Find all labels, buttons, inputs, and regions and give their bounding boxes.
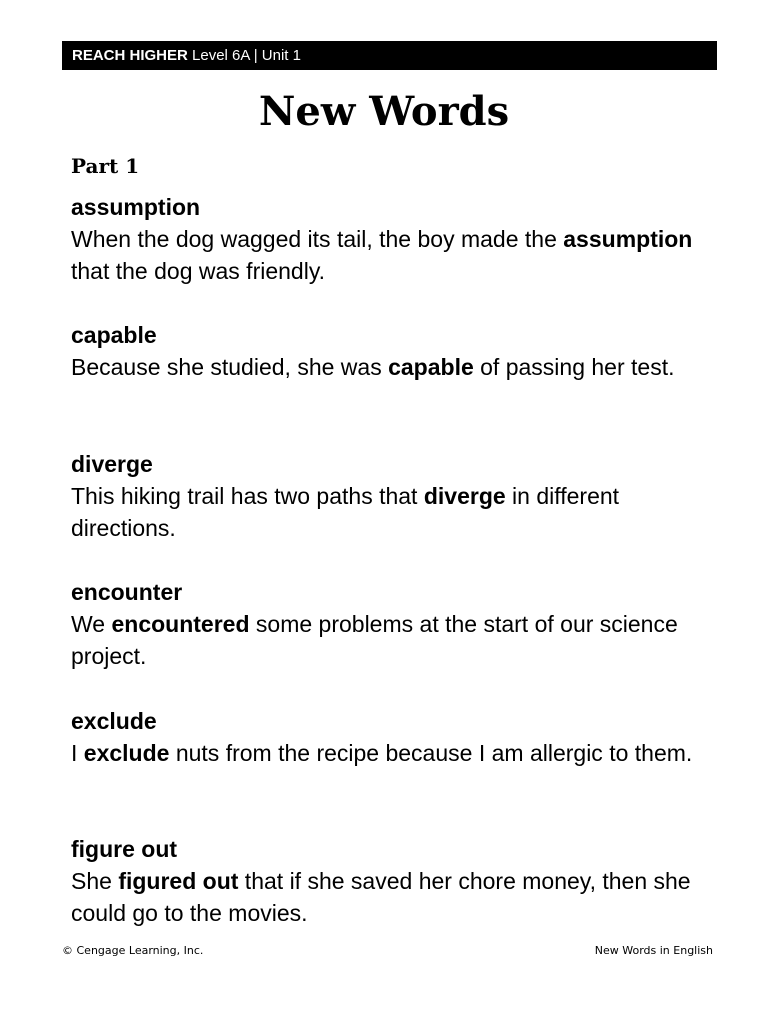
vocab-word: figure out (71, 835, 178, 862)
sentence-text: nuts from the recipe because I am allergic to them. (169, 739, 693, 766)
sentence-text: When the dog wagged its tail, the boy made the (71, 226, 564, 252)
sentence-text: of passing her test. (473, 354, 675, 381)
level-unit-label: Level 6A | Unit 1 (187, 47, 301, 64)
example-sentence (71, 737, 711, 769)
word-entry (71, 448, 711, 576)
highlighted-word: exclude (83, 739, 170, 766)
highlighted-word: diverge (423, 482, 506, 509)
header-bar (62, 41, 717, 70)
highlighted-word: capable (388, 354, 474, 381)
sentence-text: that if she saved her chore money, then she could go to the movies. (71, 867, 691, 926)
example-sentence (71, 480, 711, 544)
sentence-text: that the dog was friendly. (71, 258, 325, 284)
sentence-text: I (71, 739, 84, 766)
vocab-word: diverge (71, 450, 153, 477)
highlighted-word: assumption (563, 226, 693, 252)
sentence-text: This hiking trail has two paths that (71, 482, 424, 509)
sentence-text: some problems at the start of our science project. (71, 611, 678, 670)
example-sentence (71, 608, 711, 672)
example-sentence (71, 351, 711, 383)
sentence-text: She (71, 867, 119, 894)
highlighted-word: figured out (118, 867, 239, 894)
vocab-word: assumption (71, 194, 201, 220)
footer-copyright: © Cengage Learning, Inc. (62, 944, 204, 957)
word-entry (71, 705, 711, 833)
example-sentence (71, 865, 711, 929)
sentence-text: We (71, 611, 112, 638)
highlighted-word: encountered (111, 611, 250, 638)
example-sentence (71, 223, 711, 287)
sentence-text: in different directions. (71, 482, 620, 541)
word-entry (71, 319, 711, 447)
page-title: New Words (258, 88, 510, 135)
footer-label: New Words in English (594, 944, 713, 957)
word-list (71, 191, 711, 961)
vocab-word: capable (71, 322, 157, 349)
word-entry (71, 191, 711, 319)
vocab-word: exclude (71, 707, 157, 734)
sentence-text: Because she studied, she was (71, 354, 389, 381)
word-entry (71, 833, 711, 961)
series-name: REACH HIGHER (72, 47, 188, 64)
word-entry (71, 576, 711, 704)
vocab-word: encounter (71, 579, 183, 606)
part-heading: Part 1 (71, 154, 140, 178)
